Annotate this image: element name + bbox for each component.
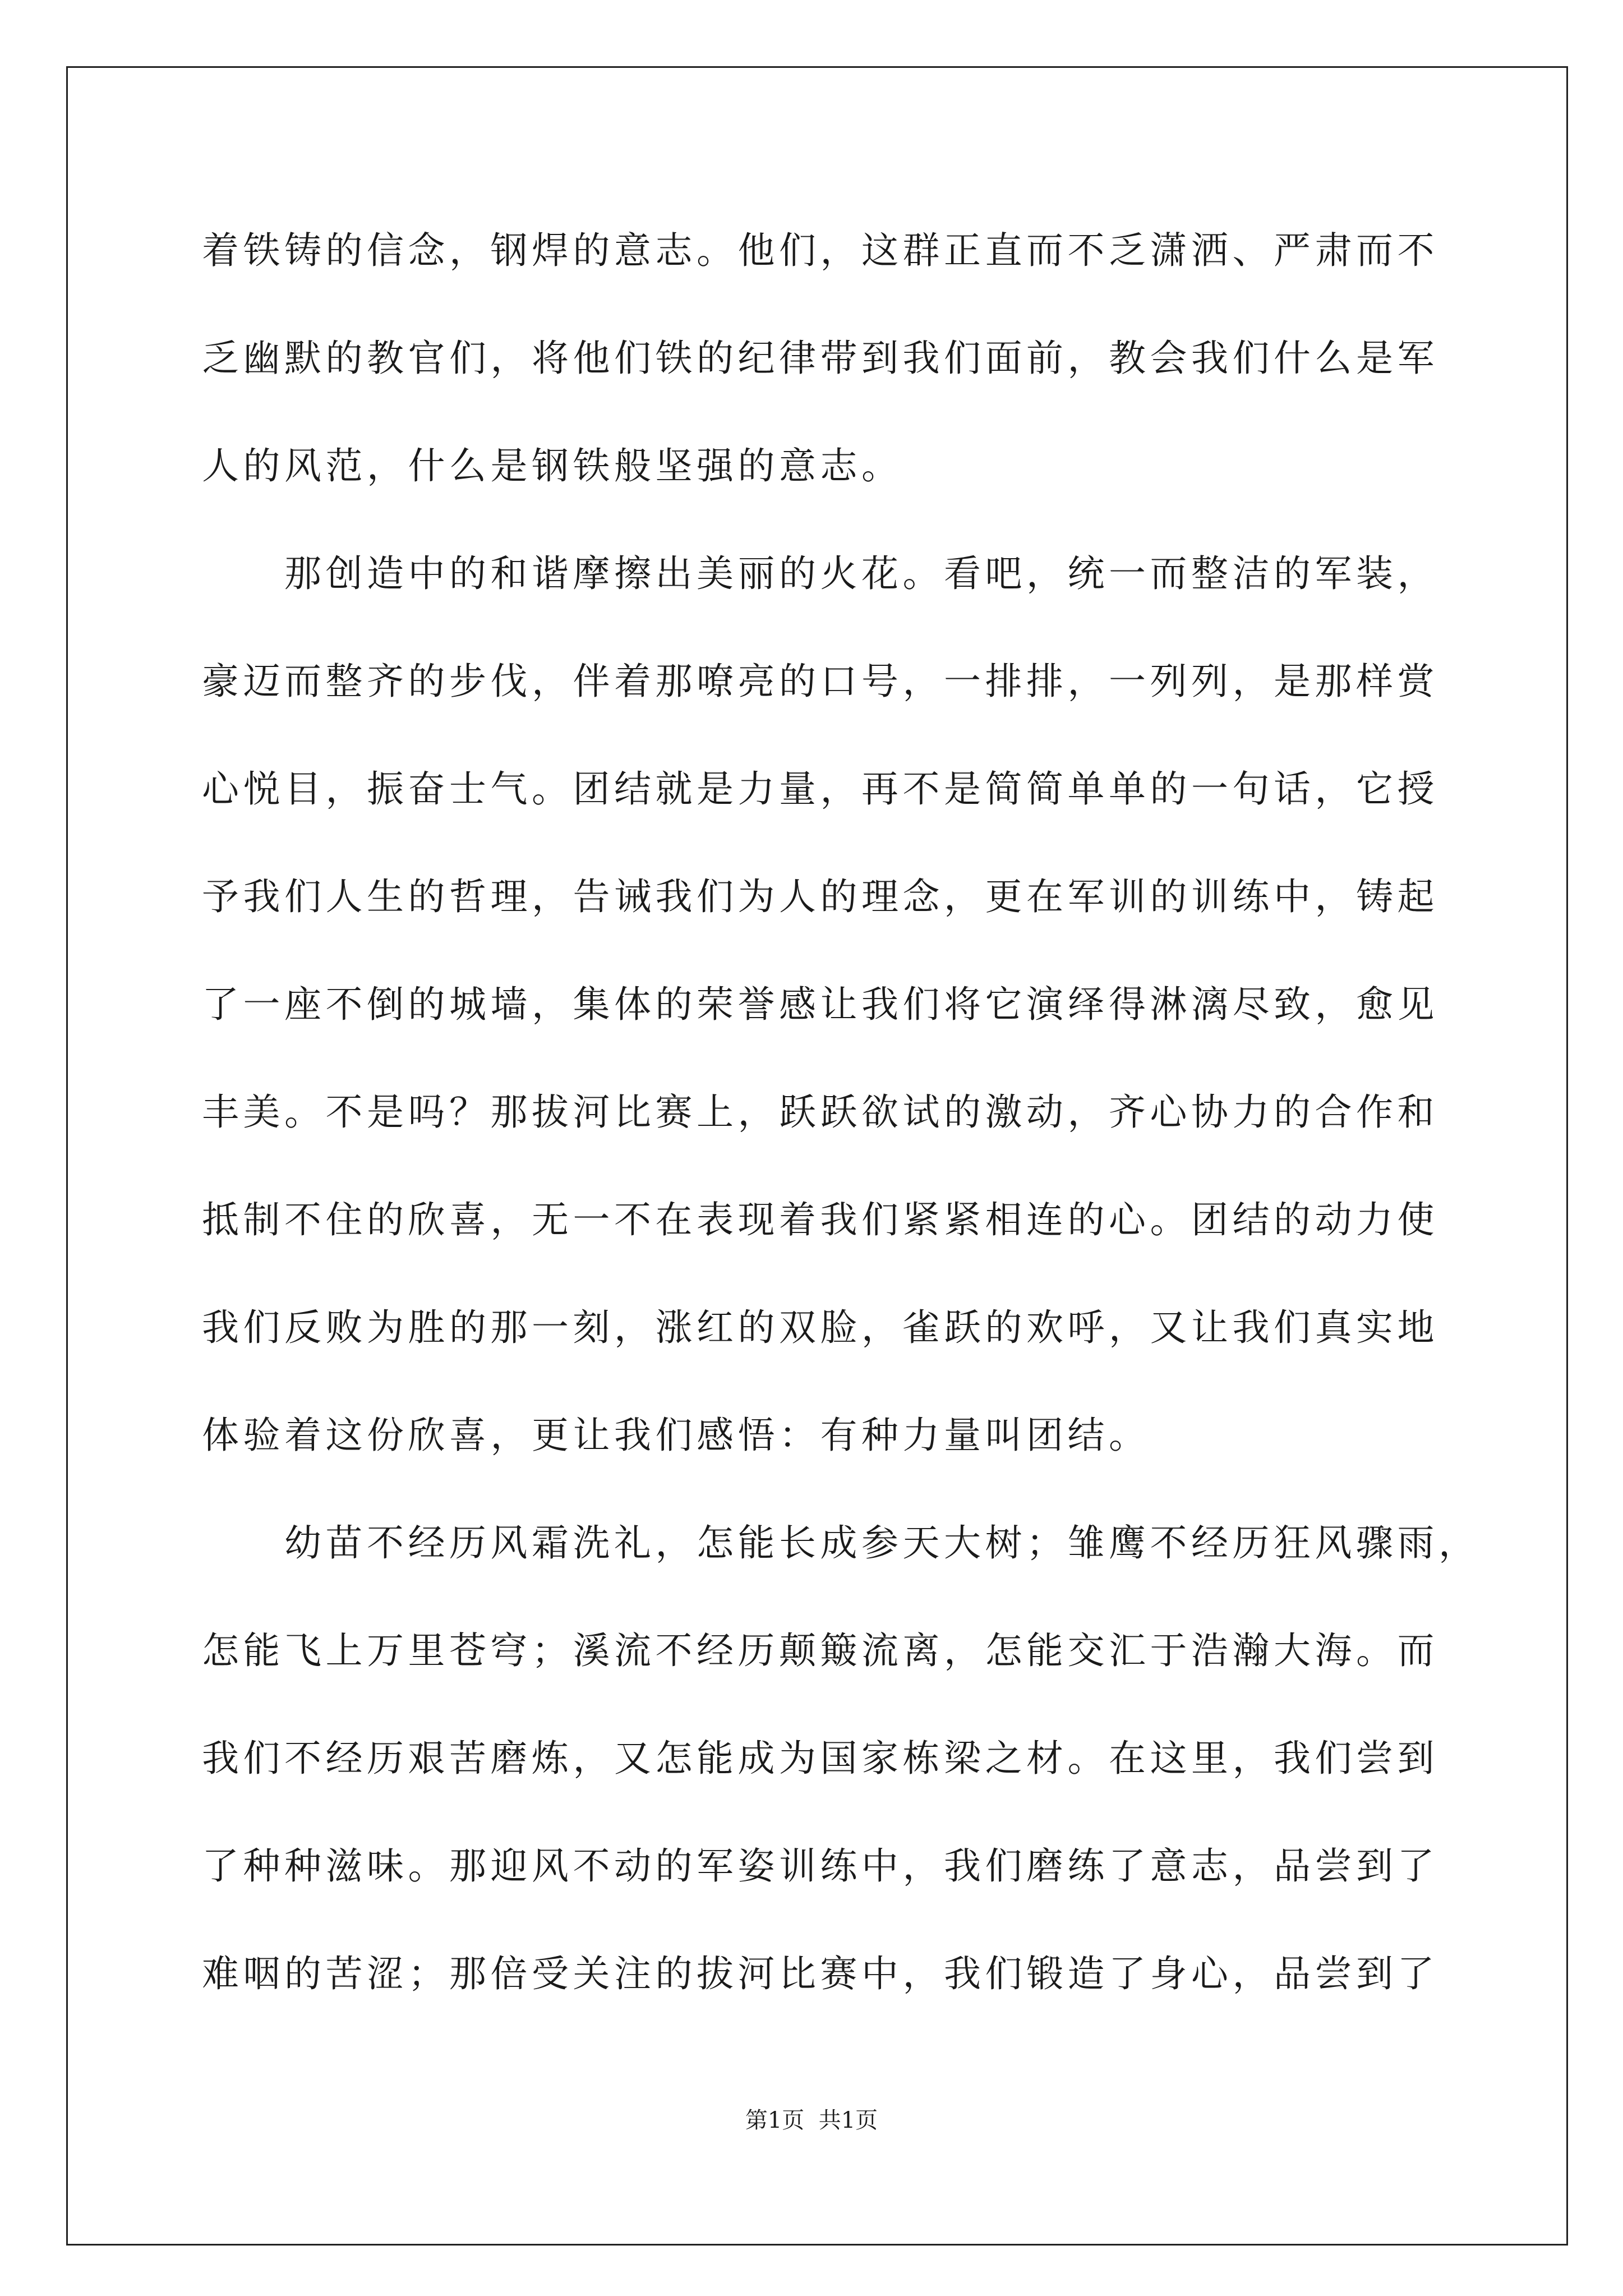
text-line: 人的风范，什么是钢铁般坚强的意志。 <box>202 444 903 487</box>
text-line: 难咽的苦涩；那倍受关注的拔河比赛中，我们锻造了身心，品尝到了 <box>202 1952 1438 1995</box>
text-line: 了种种滋味。那迎风不动的军姿训练中，我们磨练了意志，品尝到了 <box>202 1844 1438 1888</box>
text-line: 抵制不住的欣喜，无一不在表现着我们紧紧相连的心。团结的动力使 <box>202 1198 1438 1241</box>
text-line: 豪迈而整齐的步伐，伴着那嘹亮的口号，一排排，一列列，是那样赏 <box>202 660 1438 703</box>
text-line: 幼苗不经历风霜洗礼，怎能长成参天大树；雏鹰不经历狂风骤雨， <box>284 1521 1480 1565</box>
document-body <box>202 197 1492 2028</box>
page-number-footer: 第1页 共1页 <box>745 2108 878 2133</box>
text-line: 了一座不倒的城墙，集体的荣誉感让我们将它演绎得淋漓尽致，愈见 <box>202 983 1438 1026</box>
text-line: 丰美。不是吗？那拔河比赛上，跃跃欲试的激动，齐心协力的合作和 <box>202 1091 1438 1134</box>
text-line: 那创造中的和谐摩擦出美丽的火花。看吧，统一而整洁的军装， <box>284 552 1438 595</box>
text-line: 我们反败为胜的那一刻，涨红的双脸，雀跃的欢呼，又让我们真实地 <box>202 1306 1438 1349</box>
paragraph-3 <box>202 1489 1492 2028</box>
text-line: 乏幽默的教官们，将他们铁的纪律带到我们面前，教会我们什么是军 <box>202 337 1438 380</box>
text-line: 体验着这份欣喜，更让我们感悟：有种力量叫团结。 <box>202 1414 1150 1457</box>
paragraph-2 <box>202 520 1492 1489</box>
text-line: 着铁铸的信念，钢焊的意志。他们，这群正直而不乏潇洒、严肃而不 <box>202 229 1438 272</box>
text-line: 心悦目，振奋士气。团结就是力量，再不是简简单单的一句话，它授 <box>202 767 1438 811</box>
text-line: 予我们人生的哲理，告诫我们为人的理念，更在军训的训练中，铸起 <box>202 875 1438 918</box>
text-line: 我们不经历艰苦磨炼，又怎能成为国家栋梁之材。在这里，我们尝到 <box>202 1737 1438 1780</box>
paragraph-1 <box>202 197 1492 520</box>
text-line: 怎能飞上万里苍穹；溪流不经历颠簸流离，怎能交汇于浩瀚大海。而 <box>202 1629 1438 1672</box>
